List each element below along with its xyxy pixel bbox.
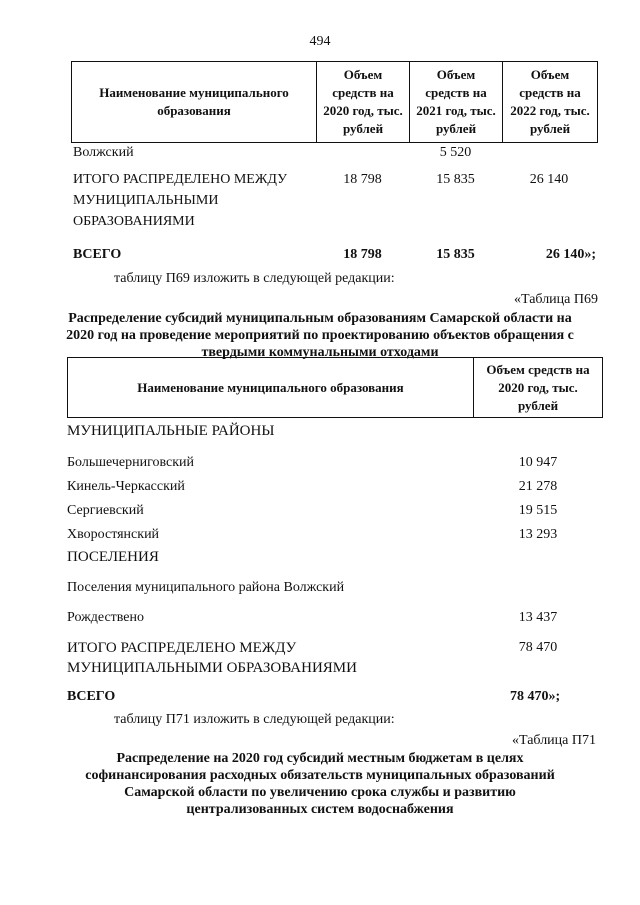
table-p71-title-line: софинансирования расходных обязательств муниципальных образований bbox=[85, 768, 555, 783]
table1-grand-2021: 15 835 bbox=[436, 247, 475, 262]
table1-total-2020: 18 798 bbox=[343, 172, 382, 187]
table-p71-title-line: Распределение на 2020 год субсидий местным бюджетам в целях bbox=[116, 751, 524, 766]
table1-row-name: Волжский bbox=[73, 145, 134, 160]
instruction-p71: таблицу П71 изложить в следующей редакции: bbox=[114, 712, 395, 727]
table2-total-line: ИТОГО РАСПРЕДЕЛЕНО МЕЖДУ bbox=[67, 640, 297, 656]
table1-header-2022: Объем средств на 2022 год, тыс. рублей bbox=[510, 67, 590, 136]
table2-row-name: Рождествено bbox=[67, 610, 145, 625]
table1-header-name: Наименование муниципального образования bbox=[72, 62, 317, 142]
table2-row-value: 10 947 bbox=[518, 455, 558, 470]
table2-row-value: 13 293 bbox=[518, 527, 558, 542]
table2-header bbox=[67, 357, 603, 418]
table2-settlements-sub: Поселения муниципального района Волжский bbox=[67, 580, 345, 595]
table2-row-value: 21 278 bbox=[518, 479, 558, 494]
table2-row-name: Большечерниговский bbox=[67, 455, 195, 470]
table2-row-value: 19 515 bbox=[518, 503, 558, 518]
table2-row-name: Хворостянский bbox=[67, 527, 160, 542]
table1-grand-label: ВСЕГО bbox=[73, 247, 122, 262]
table1-total-line: ОБРАЗОВАНИЯМИ bbox=[73, 214, 195, 229]
table-p71-title-line: централизованных систем водоснабжения bbox=[186, 802, 454, 817]
table1-header-2020: Объем средств на 2020 год, тыс. рублей bbox=[317, 62, 410, 142]
table2-row-value: 13 437 bbox=[518, 610, 558, 625]
table2-grand-label: ВСЕГО bbox=[67, 689, 116, 704]
table2-section-districts: МУНИЦИПАЛЬНЫЕ РАЙОНЫ bbox=[67, 423, 275, 439]
table1-row-2021: 5 520 bbox=[439, 145, 472, 160]
table1-header bbox=[71, 61, 598, 143]
table2-section-settlements: ПОСЕЛЕНИЯ bbox=[67, 549, 159, 565]
table-p69-label: «Таблица П69 bbox=[514, 292, 598, 307]
table2-row-name: Сергиевский bbox=[67, 503, 144, 518]
instruction-p69: таблицу П69 изложить в следующей редакции: bbox=[114, 271, 395, 286]
table-p71-title-line: Самарской области по увеличению срока службы и развитию bbox=[124, 785, 516, 800]
table1-total-2022: 26 140 bbox=[529, 172, 569, 187]
table2-header-2020: Объем средств на 2020 год, тыс. рублей bbox=[486, 361, 590, 413]
page-number: 494 bbox=[309, 34, 331, 49]
table1-total-line: ИТОГО РАСПРЕДЕЛЕНО МЕЖДУ bbox=[73, 172, 287, 187]
table2-row-name: Кинель-Черкасский bbox=[67, 479, 185, 494]
table2-total-line: МУНИЦИПАЛЬНЫМИ ОБРАЗОВАНИЯМИ bbox=[67, 660, 357, 676]
table1-total-line: МУНИЦИПАЛЬНЫМИ bbox=[73, 193, 219, 208]
table2-total-value: 78 470 bbox=[518, 640, 558, 655]
table2-header-name: Наименование муниципального образования bbox=[68, 358, 474, 417]
table1-grand-2020: 18 798 bbox=[343, 247, 382, 262]
table2-grand-value: 78 470»; bbox=[510, 689, 561, 704]
table1-header-2021: Объем средств на 2021 год, тыс. рублей bbox=[410, 62, 503, 142]
table1-total-2021: 15 835 bbox=[436, 172, 475, 187]
table-p71-label: «Таблица П71 bbox=[512, 733, 596, 748]
table1-grand-2022: 26 140»; bbox=[545, 247, 596, 262]
table-p69-title: Распределение субсидий муниципальным образованиям Самарской области на 2020 год на проведение мероприятий по проектированию объектов обращения с твердыми коммунальными отходами bbox=[66, 311, 574, 360]
